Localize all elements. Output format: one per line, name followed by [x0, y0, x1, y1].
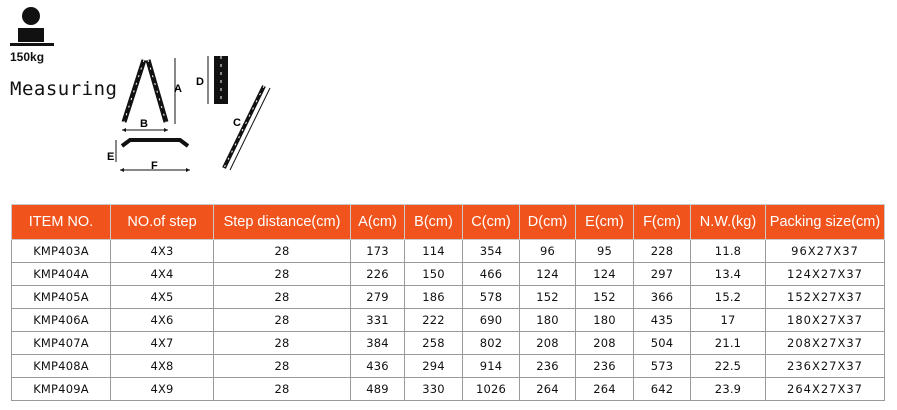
table-cell: 96X27X37: [766, 240, 885, 263]
table-cell: 180: [576, 309, 634, 332]
table-cell: 124X27X37: [766, 263, 885, 286]
label-e: E: [107, 151, 115, 163]
table-cell: 28: [214, 263, 351, 286]
table-cell: 152: [576, 286, 634, 309]
weight-person-icon: [8, 6, 58, 50]
table-cell: KMP406A: [12, 309, 111, 332]
header-step-distance: Step distance(cm): [214, 205, 351, 240]
ladder-diagram-svg: [100, 50, 300, 180]
table-body: [12, 240, 885, 401]
table-header-row: [12, 205, 885, 240]
table-cell: 1026: [463, 378, 520, 401]
table-cell: 4X3: [111, 240, 214, 263]
table-cell: KMP407A: [12, 332, 111, 355]
table-cell: 258: [405, 332, 463, 355]
table-cell: 114: [405, 240, 463, 263]
table-cell: 578: [463, 286, 520, 309]
table-cell: 642: [634, 378, 691, 401]
table-cell: 489: [351, 378, 405, 401]
table-cell: 802: [463, 332, 520, 355]
table-cell: 180X27X37: [766, 309, 885, 332]
header-f: F(cm): [634, 205, 691, 240]
measuring-title: Measuring: [10, 78, 118, 100]
table-cell: 236: [520, 355, 576, 378]
table-row: [12, 309, 885, 332]
table-cell: 11.8: [691, 240, 766, 263]
table-row: [12, 378, 885, 401]
table-cell: 236: [576, 355, 634, 378]
table-cell: 690: [463, 309, 520, 332]
header-d: D(cm): [520, 205, 576, 240]
table-cell: 226: [351, 263, 405, 286]
load-capacity: [8, 6, 58, 64]
table-row: [12, 240, 885, 263]
table-cell: 366: [634, 286, 691, 309]
table-cell: 331: [351, 309, 405, 332]
table-cell: 124: [576, 263, 634, 286]
table-cell: 466: [463, 263, 520, 286]
table-cell: 384: [351, 332, 405, 355]
label-b: B: [140, 118, 148, 130]
table-cell: 21.1: [691, 332, 766, 355]
table-cell: 436: [351, 355, 405, 378]
table-cell: KMP409A: [12, 378, 111, 401]
table-row: [12, 355, 885, 378]
table-cell: 279: [351, 286, 405, 309]
table-cell: 28: [214, 378, 351, 401]
table-cell: 23.9: [691, 378, 766, 401]
table-row: [12, 332, 885, 355]
table-cell: 4X5: [111, 286, 214, 309]
table-cell: 152: [520, 286, 576, 309]
table-cell: 152X27X37: [766, 286, 885, 309]
table-cell: 222: [405, 309, 463, 332]
table-cell: 504: [634, 332, 691, 355]
table-cell: KMP405A: [12, 286, 111, 309]
header-c: C(cm): [463, 205, 520, 240]
table-cell: 914: [463, 355, 520, 378]
table-cell: KMP408A: [12, 355, 111, 378]
table-cell: 4X9: [111, 378, 214, 401]
header-packing-size: Packing size(cm): [766, 205, 885, 240]
table-cell: 208X27X37: [766, 332, 885, 355]
table-cell: 17: [691, 309, 766, 332]
spec-table: [11, 204, 885, 401]
table-cell: 573: [634, 355, 691, 378]
table-cell: 264: [576, 378, 634, 401]
label-a: A: [174, 83, 182, 95]
folded-ladder-icon: [208, 56, 228, 104]
header-nw: N.W.(kg): [691, 205, 766, 240]
table-cell: 297: [634, 263, 691, 286]
header-a: A(cm): [351, 205, 405, 240]
table-cell: 228: [634, 240, 691, 263]
table-cell: 4X4: [111, 263, 214, 286]
table-cell: 186: [405, 286, 463, 309]
label-d: D: [196, 76, 204, 88]
label-f: F: [151, 160, 158, 172]
label-c: C: [233, 117, 241, 129]
ladder-diagrams: [100, 50, 300, 180]
header-item-no: ITEM NO.: [12, 205, 111, 240]
table-row: [12, 286, 885, 309]
table-cell: 4X8: [111, 355, 214, 378]
table-cell: 124: [520, 263, 576, 286]
table-cell: 208: [576, 332, 634, 355]
table-cell: 294: [405, 355, 463, 378]
table-cell: 435: [634, 309, 691, 332]
table-cell: 28: [214, 286, 351, 309]
header-b: B(cm): [405, 205, 463, 240]
header-no-of-step: NO.of step: [111, 205, 214, 240]
table-cell: 28: [214, 240, 351, 263]
table-cell: 354: [463, 240, 520, 263]
table-cell: 95: [576, 240, 634, 263]
load-capacity-label: 150kg: [10, 50, 45, 64]
table-cell: 13.4: [691, 263, 766, 286]
table-cell: 28: [214, 309, 351, 332]
table-cell: 150: [405, 263, 463, 286]
table-cell: 22.5: [691, 355, 766, 378]
table-cell: 4X6: [111, 309, 214, 332]
table-cell: 96: [520, 240, 576, 263]
table-cell: 236X27X37: [766, 355, 885, 378]
table-cell: 180: [520, 309, 576, 332]
table-cell: KMP404A: [12, 263, 111, 286]
header-e: E(cm): [576, 205, 634, 240]
table-cell: 15.2: [691, 286, 766, 309]
table-cell: 4X7: [111, 332, 214, 355]
table-row: [12, 263, 885, 286]
table-cell: KMP403A: [12, 240, 111, 263]
a-frame-ladder-icon: [122, 58, 175, 132]
table-cell: 28: [214, 332, 351, 355]
straight-ladder-icon: [224, 86, 270, 170]
table-cell: 173: [351, 240, 405, 263]
table-cell: 208: [520, 332, 576, 355]
table-cell: 264: [520, 378, 576, 401]
table-cell: 264X27X37: [766, 378, 885, 401]
table-cell: 330: [405, 378, 463, 401]
table-cell: 28: [214, 355, 351, 378]
